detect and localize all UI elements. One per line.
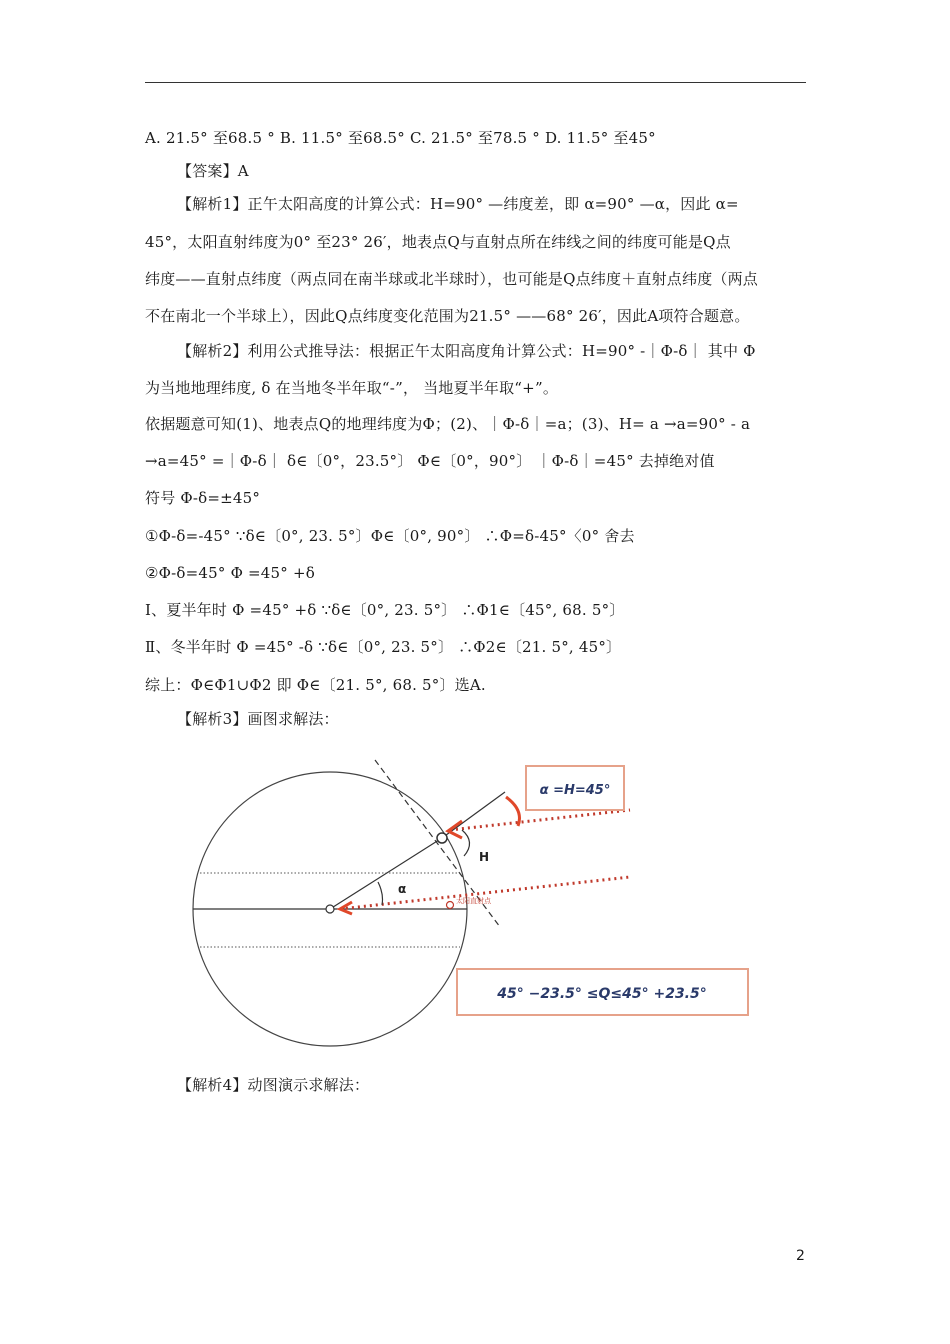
analysis1-line: 不在南北一个半球上），因此Q点纬度变化范围为21.5° ——68° 26′，因此A项符合题意。	[145, 307, 750, 325]
analysis2-line: →a=45° =｜Φ-δ｜ δ∈〔0°，23.5°〕 Φ∈〔0°，90°〕 ｜Φ-δ｜=45° 去掉绝对值	[145, 452, 715, 470]
page-number: 2	[796, 1248, 805, 1264]
analysis1-line: 【解析1】正午太阳高度的计算公式：H=90° —纬度差，即 α=90° —α，因此 α=	[177, 195, 739, 213]
alpha-arc	[378, 882, 383, 905]
h-arc	[462, 830, 470, 856]
analysis3-heading: 【解析3】画图求解法：	[177, 710, 339, 728]
analysis4-heading: 【解析4】动图演示求解法：	[177, 1076, 370, 1094]
header-rule	[145, 82, 806, 83]
analysis2-line: Ⅰ、夏半年时 Φ =45° +δ ∵δ∈〔0°, 23. 5°〕 ∴Φ1∈〔45°, 68. 5°〕	[145, 601, 625, 619]
alpha-h-box-text: α =H=45°	[539, 783, 611, 798]
solar-altitude-diagram	[180, 752, 707, 1052]
arrow-head-upper	[448, 821, 462, 838]
analysis2-line: ②Φ-δ=45° Φ =45° +δ	[145, 564, 315, 582]
answer-line: 【答案】A	[177, 162, 249, 180]
point-q	[437, 833, 447, 843]
analysis2-line: 符号 Φ-δ=±45°	[145, 489, 261, 507]
analysis1-line: 45°，太阳直射纬度为0° 至23° 26′，地表点Q与直射点所在纬线之间的纬度可能是Q点	[145, 233, 731, 251]
range-box-text: 45° −23.5° ≤Q≤45° +23.5°	[497, 986, 707, 1002]
analysis2-line: Ⅱ、冬半年时 Φ =45° -δ ∵δ∈〔0°, 23. 5°〕 ∴Φ2∈〔21. 5°, 45°〕	[145, 638, 622, 656]
alpha-label: α	[398, 882, 407, 896]
answer-options: A. 21.5° 至68.5 ° B. 11.5° 至68.5° C. 21.5° 至78.5 ° D. 11.5° 至45°	[145, 129, 656, 147]
h-label: H	[479, 850, 490, 864]
analysis1-line: 纬度——直射点纬度（两点同在南半球或北半球时），也可能是Q点纬度＋直射点纬度（两点	[145, 270, 759, 288]
analysis2-line: 综上：Φ∈Φ1∪Φ2 即 Φ∈〔21. 5°, 68. 5°〕选A.	[145, 676, 486, 694]
analysis2-line: 【解析2】利用公式推导法：根据正午太阳高度角计算公式：H=90° -｜Φ-δ｜ 其中 Φ	[177, 342, 756, 360]
subsolar-point-label: 太阳直射点	[456, 897, 491, 905]
analysis2-line: 依据题意可知(1)、地表点Q的地理纬度为Φ；(2)、｜Φ-δ｜=a；(3)、H= a →a=90° - a	[145, 415, 751, 433]
analysis2-line: ①Φ-δ=-45° ∵δ∈〔0°, 23. 5°〕Φ∈〔0°, 90°〕 ∴Φ=δ-45°〈0° 舍去	[145, 527, 635, 545]
earth-center-point	[326, 905, 334, 913]
subsolar-point-icon	[447, 902, 454, 909]
analysis2-line: 为当地地理纬度, δ 在当地冬半年取“-”， 当地夏半年取“+”。	[145, 379, 559, 397]
